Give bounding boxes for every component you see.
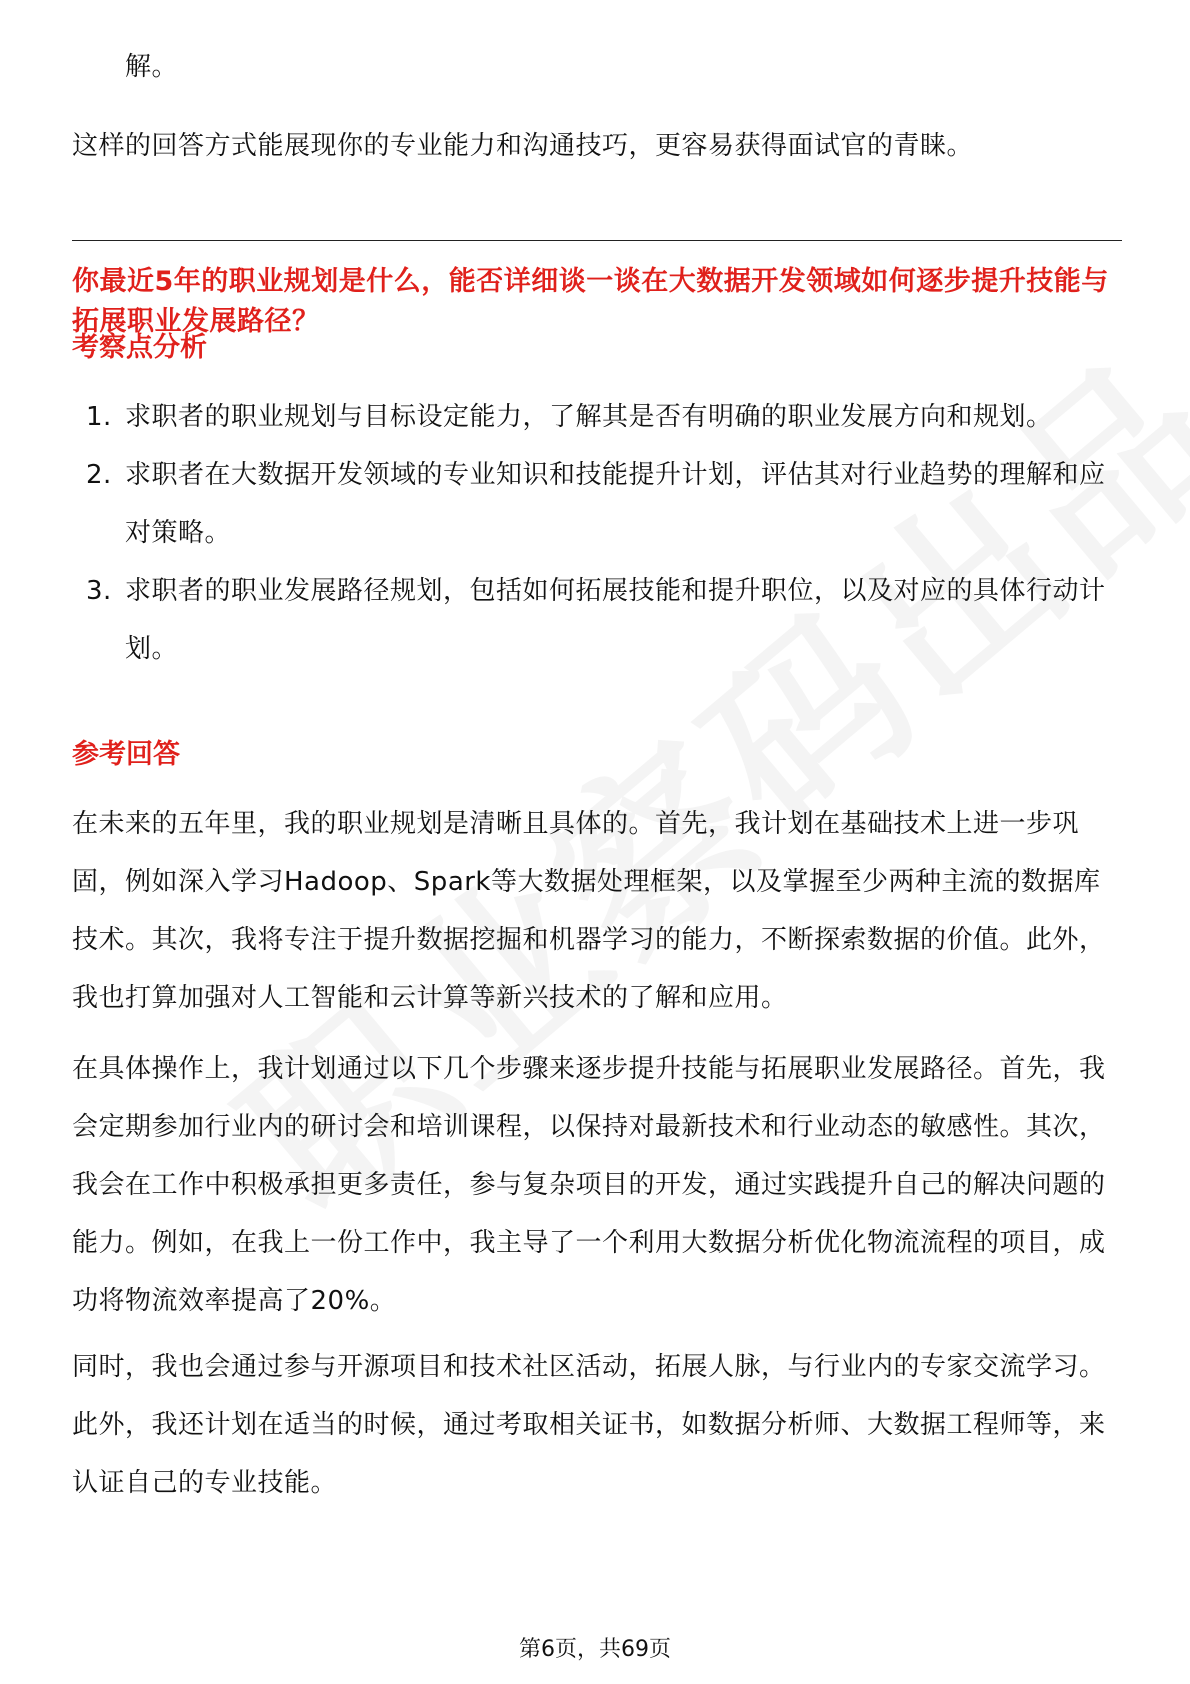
interview-question: 你最近5年的职业规划是什么，能否详细谈一谈在大数据开发领域如何逐步提升技能与拓展职业发展路径？ — [72, 266, 1109, 337]
list-item-number: 2. — [86, 460, 112, 490]
analysis-heading: 考察点分析 — [72, 332, 207, 363]
list-item-number: 3. — [86, 576, 112, 606]
answer-heading: 参考回答 — [72, 739, 180, 770]
continuation-tail: 解。 — [125, 52, 179, 82]
section-divider — [72, 240, 1122, 241]
answer-paragraph: 在具体操作上，我计划通过以下几个步骤来逐步提升技能与拓展职业发展路径。首先，我会定期参加行业内的研讨会和培训课程，以保持对最新技术和行业动态的敏感性。其次，我会在工作中积极承担更多责任，参与复杂项目的开发，通过实践提升自己的解决问题的能力。例如，在我上一份工作中，我主导了一个利用大数据分析优化物流流程的项目，成功将物流效率提高了20%。 — [72, 1054, 1106, 1316]
list-item — [72, 388, 1122, 446]
list-item — [72, 446, 1122, 562]
list-item-text: 求职者的职业发展路径规划，包括如何拓展技能和提升职位，以及对应的具体行动计划。 — [125, 576, 1106, 664]
closing-paragraph: 这样的回答方式能展现你的专业能力和沟通技巧，更容易获得面试官的青睐。 — [72, 131, 974, 161]
page-number: 第6页，共69页 — [519, 1637, 671, 1662]
answer-paragraph: 同时，我也会通过参与开源项目和技术社区活动，拓展人脉，与行业内的专家交流学习。此外，我还计划在适当的时候，通过考取相关证书，如数据分析师、大数据工程师等，来认证自己的专业技能。 — [72, 1352, 1106, 1498]
list-item — [72, 562, 1122, 678]
analysis-list — [72, 388, 1122, 678]
list-item-text: 求职者在大数据开发领域的专业知识和技能提升计划，评估其对行业趋势的理解和应对策略。 — [125, 460, 1106, 548]
list-item-text: 求职者的职业规划与目标设定能力，了解其是否有明确的职业发展方向和规划。 — [125, 402, 1053, 432]
list-item-number: 1. — [86, 402, 112, 432]
answer-paragraph: 在未来的五年里，我的职业规划是清晰且具体的。首先，我计划在基础技术上进一步巩固，例如深入学习Hadoop、Spark等大数据处理框架，以及掌握至少两种主流的数据库技术。其次，我将专注于提升数据挖掘和机器学习的能力，不断探索数据的价值。此外，我也打算加强对人工智能和云计算等新兴技术的了解和应用。 — [72, 809, 1106, 1013]
